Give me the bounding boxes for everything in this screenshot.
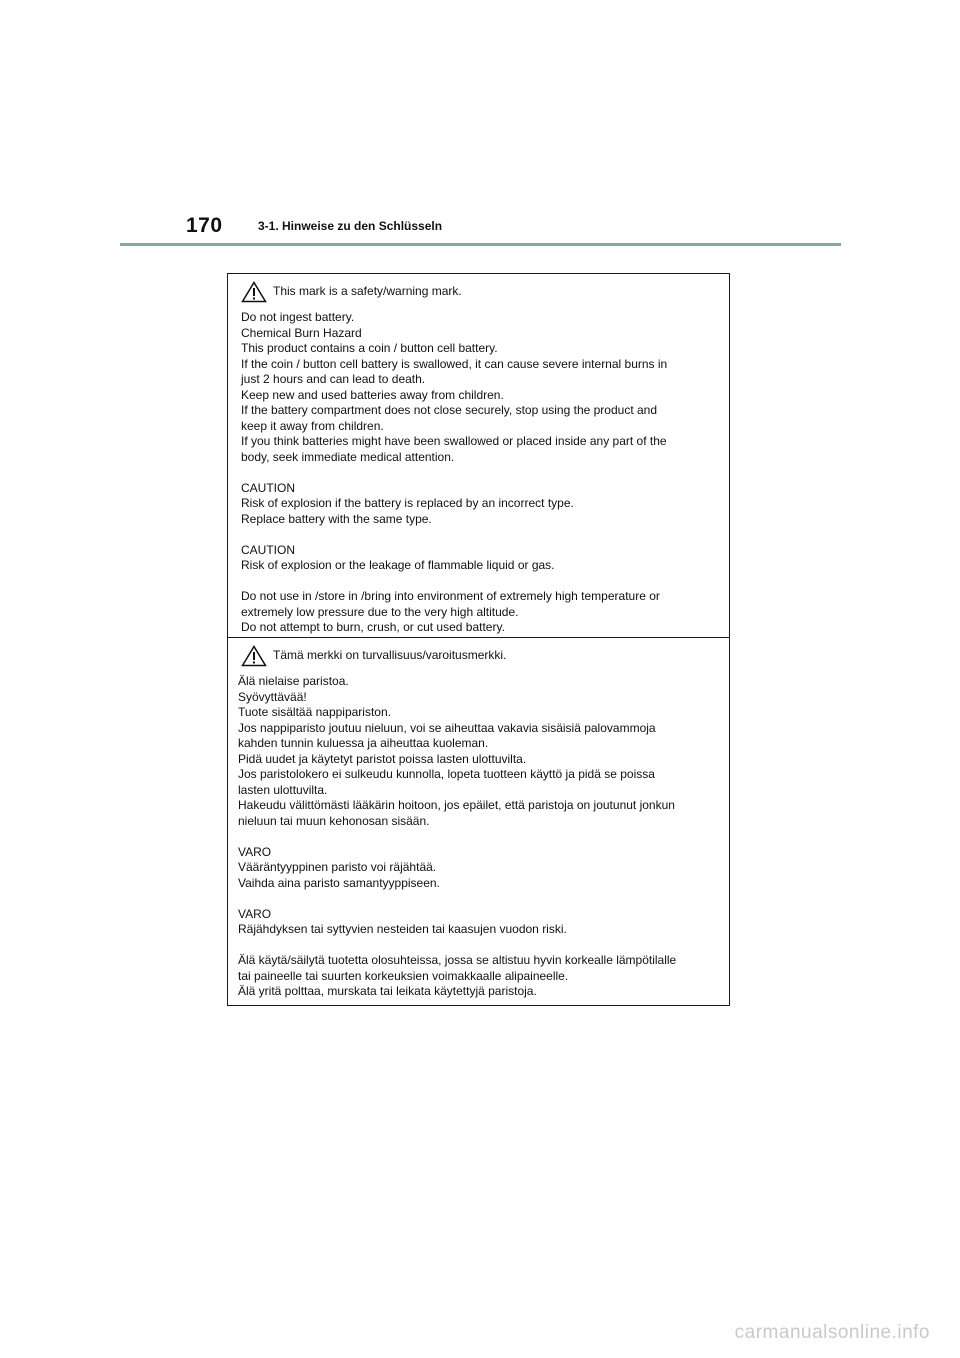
warning-triangle-icon — [241, 281, 267, 303]
page-number: 170 — [186, 214, 223, 237]
english-paragraph-environment: Do not use in /store in /bring into environment of extremely high temperature or extremely low pressure due to the very high altitude. Do not attempt to burn, crush, or cut used battery. — [241, 589, 660, 634]
finnish-paragraph-environment: Älä käytä/säilytä tuotetta olosuhteissa, jossa se altistuu hyvin korkealle lämpötilalle tai paineelle tai suurten korkeuksien voimakkaalle alipaineelle. Älä yritä polttaa, murskata tai leikata käytettyjä paristoja. — [238, 953, 677, 998]
watermark-text: carmanualsonline.info — [734, 1322, 930, 1343]
english-mark-text: This mark is a safety/warning mark. — [273, 284, 462, 299]
warning-triangle-icon — [241, 645, 267, 667]
battery-warning-box — [227, 273, 730, 1006]
english-warning-section — [228, 274, 729, 638]
finnish-mark-row — [238, 644, 729, 668]
section-title: 3-1. Hinweise zu den Schlüsseln — [258, 219, 443, 233]
finnish-paragraph-caution-leakage: VARO Räjähdyksen tai syttyvien nesteiden tai kaasujen vuodon riski. — [238, 906, 567, 936]
finnish-paragraph-ingest: Älä nielaise paristoa. Syövyttävää! Tuote sisältää nappipariston. Jos nappiparisto joutuu nieluun, voi se aiheuttaa vakavia sisäisiä palovammoja kahden tunnin kuluessa ja aiheuttaa kuoleman. Pidä uudet ja käytetyt paristot poissa lasten ulottuvilta. Jos paristolokero ei sulkeudu kunnolla, lopeta tuotteen käyttö ja pidä se poissa lasten ulottuvilta. Hakeudu välittömästi lääkärin hoitoon, jos epäilet, että paristoja on joutunut jonkun nieluun tai muun kehonosan sisään. — [238, 674, 675, 828]
finnish-mark-text: Tämä merkki on turvallisuus/varoitusmerkki. — [273, 648, 507, 663]
english-paragraph-ingest: Do not ingest battery. Chemical Burn Hazard This product contains a coin / button cell battery. If the coin / button cell battery is swallowed, it can cause severe internal burns in just 2 hours and can lead to death. Keep new and used batteries away from children. If the battery compartment does not close securely, stop using the product and keep it away from children. If you think batteries might have been swallowed or placed inside any part of the body, seek immediate medical attention. — [241, 310, 668, 464]
finnish-paragraph-caution-type: VARO Vääräntyyppinen paristo voi räjähtää. Vaihda aina paristo samantyyppiseen. — [238, 844, 440, 890]
finnish-warning-section — [228, 638, 729, 1005]
header-rule — [120, 243, 841, 246]
english-mark-row — [241, 280, 729, 304]
english-paragraph-caution-type: CAUTION Risk of explosion if the battery is replaced by an incorrect type. Replace battery with the same type. — [241, 480, 574, 526]
english-paragraph-caution-leakage: CAUTION Risk of explosion or the leakage of flammable liquid or gas. — [241, 542, 555, 572]
